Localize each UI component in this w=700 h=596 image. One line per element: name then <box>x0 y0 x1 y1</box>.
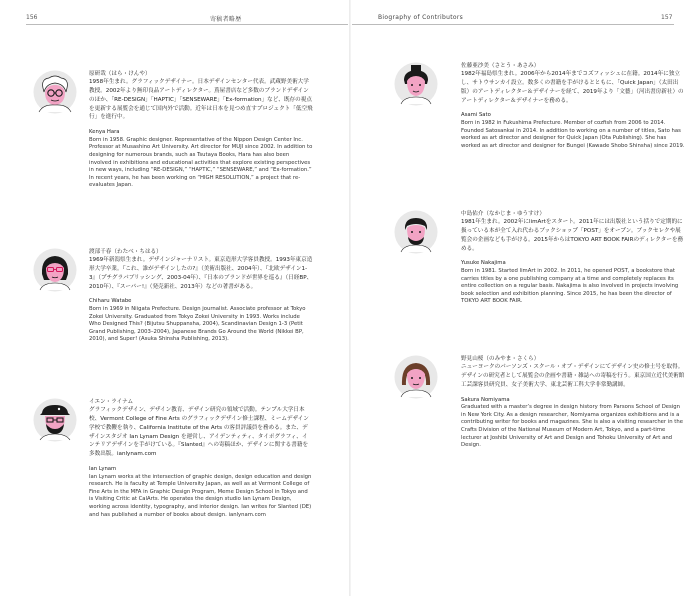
contributor-bio-en: Ian Lynam works at the intersection of graphic design, design education and design research. He is faculty at Temple University Japan, as well as at Vermont College of Fine Arts in the MFA in Graphic Design Program, Meme Design School in Tokyo and is Visiting Critic at CalArts. He operates the design studio Ian Lynam Design, working across identity, typography, and interior design. Ian writes for Slanted (DE) and has published a number of books about design. ianlynam.com <box>89 473 312 518</box>
contributor-bio-en: Born in 1969 in Niigata Prefecture. Design journalist. Associate professor at Tokyo Zokei University. Graduated from Tokyo Zokei University in 1993. Works include Who Designed This? (Bijutsu Shuppansha, 2004), Scandinavian Design 1-3 (Petit Grand Publishing, 2003–2004), Japanese Brands Go Around the World (Nikkei BP, 2010), and Super! (Asuka Shinsha Publishing, 2013). <box>89 305 306 343</box>
portrait-illustration-ian-lynam <box>33 398 77 442</box>
contributor-name-ja: 渡部千春（わたべ・ちはる） <box>89 249 162 255</box>
right-page-number: 157 <box>661 14 673 21</box>
portrait-illustration-sakura-nomiyama <box>394 355 438 399</box>
contributor-bio-ja: グラフィックデザイン、デザイン教育、デザイン研究の領域で活動。テンプル大学日本校、Vermont College of Fine Arts のグラフィックデザイン修士課程、ミームデザイン学校で教鞭を執り、California Institute of the Arts の客員評議員を務める。また、デザインスタジオ Ian Lynam Design を運営し、アイデンティティ、タイポグラフィ、インテリアデザインを手がけている。『Slanted』への寄稿ほか、デザインに関する書籍を多数出版。ianlynam.com <box>89 407 309 458</box>
right-header-rule <box>352 24 674 25</box>
right-page-header: Biography of Contributors <box>378 14 464 21</box>
left-header-rule <box>26 24 348 25</box>
contributor-bio-ja: 1982年福島県生まれ。2006年から2014年までコズフィッシュに在籍。2014年に独立し、サトウサンカイ設立。数多くの書籍を手がけるとともに、「Quick Japan」（太田出版）のアートディレクター＆デザイナーを経て、2019年より「文藝」（河出書房新社）のアートディレクター＆デザイナーを務める。 <box>461 71 684 104</box>
contributor-bio-en: Born in 1981. Started limArt in 2002. In 2011, he opened POST, a bookstore that carries titles by a one publishing company at a time and completely replaces its entire collection on a regular basis. Nakajima is also involved in projects involving book selection and exhibition planning. Since 2015, he has been the director of TOKYO ART BOOK FAIR. <box>461 267 679 305</box>
portrait-illustration-asami-sato <box>394 62 438 106</box>
contributor-name-en: Kenya Hara <box>89 129 120 136</box>
contributor-bio-ja: 1969年新潟県生まれ。デザインジャーナリスト。東京造形大学客員教授。1993年東京造形大学卒業。『これ、誰がデザインしたの?』（美術出版社、2004年）、『北欧デザイン1-3』（プチグラパブリッシング、2003-04年）、『日本のブランドが世界を巡る』（日経BP、2010年）、『スーパー!』（発売新社、2013年）などの著書がある。 <box>89 257 313 290</box>
portrait-illustration-yusuke-nakajima <box>394 210 438 254</box>
book-gutter <box>349 0 351 596</box>
contributor-name-en: Ian Lynam <box>89 465 117 472</box>
portrait-illustration-chiharu-watabe <box>33 248 77 292</box>
contributor-name-en: Asami Sato <box>461 112 491 119</box>
contributor-bio-en: Born in 1982 in Fukushima Prefecture. Member of cozfish from 2006 to 2014. Founded Satosankai in 2014. In addition to working on a number of titles, Sato has worked as art director and designer for Quick Japan (Ota Publishing). She has worked as art director and designer for Bungei (Kawade Shobo Shinsha) since 2019. <box>461 119 685 149</box>
contributor-bio-en: Graduated with a master’s degree in design history from Parsons School of Design in New York City. As a design researcher, Nomiyama organizes exhibitions and is a contributing writer for books and magazines. She is also a visiting researcher in the Crafts Division of the National Museum of Modern Art, Tokyo, and a part-time lecturer at Joshibi University of Art and Design and Tohoku University of Art and Design. <box>461 404 684 449</box>
contributor-name-ja: イエン・ライナム <box>89 399 134 405</box>
contributor-name-ja: 原研哉（はら・けんや） <box>89 71 151 77</box>
left-page-header: 寄稿者略歴 <box>210 16 242 23</box>
contributor-name-ja: 中島佑介（なかじま・ゆうすけ） <box>461 211 545 217</box>
contributor-bio-en: Born in 1958. Graphic designer. Representative of the Nippon Design Center Inc. Professor at Musashino Art University. Art director for MUJI since 2002. In addition to designing for numerous brands, such as Tsutaya Books, Hara has also been involved in exhibitions and educational activities that explore existing perspectives in new ways, including “RE-DESIGN,” “HAPTIC,” “SENSEWARE,” and “Ex-formation.” In recent years, he has been working on “HIGH RESOLUTION,” a project that re-evaluates Japan. <box>89 136 313 189</box>
contributor-bio-ja: 1958年生まれ。グラフィックデザイナー。日本デザインセンター代表。武蔵野美術大学教授。2002年より無印良品アートディレクター。蔦屋書店など多数のブランドデザインのほか、「RE-DESIGN」「HAPTIC」「SENSEWARE」「Ex-formation」など、既存の視点を更新する展覧会を通じて国内外で活動。近年は日本を見つめ直すプロジェクト「低空飛行」を進行中。 <box>89 79 313 121</box>
contributor-name-en: Yusuke Nakajima <box>461 260 506 267</box>
portrait-illustration-kenya-hara <box>33 70 77 114</box>
contributor-bio-ja: ニューヨークのパーソンズ・スクール・オブ・デザインにてデザイン史の修士号を取得。デザインの研究者として展覧会の企画や書籍・雑誌への寄稿を行う。東京国立近代美術館工芸課客員研究員、女子美術大学、東北芸術工科大学非常勤講師。 <box>461 364 685 388</box>
contributor-bio-ja: 1981年生まれ。2002年にlimArtをスタート。2011年には出版社という括りで定期的に扱っている本が全て入れ代わるブックショップ「POST」をオープン。ブックセレクや展覧会の企画なども手がける。2015年からはTOKYO ART BOOK FAIRのディレクターを務める。 <box>461 219 684 252</box>
contributor-name-en: Chiharu Watabe <box>89 298 132 305</box>
contributor-name-en: Sakura Nomiyama <box>461 396 510 403</box>
left-page-number: 156 <box>26 14 38 21</box>
contributor-name-ja: 佐藤亜沙美（さとう・あさみ） <box>461 63 540 69</box>
contributor-name-ja: 野見山桜（のみやま・さくら） <box>461 356 540 362</box>
